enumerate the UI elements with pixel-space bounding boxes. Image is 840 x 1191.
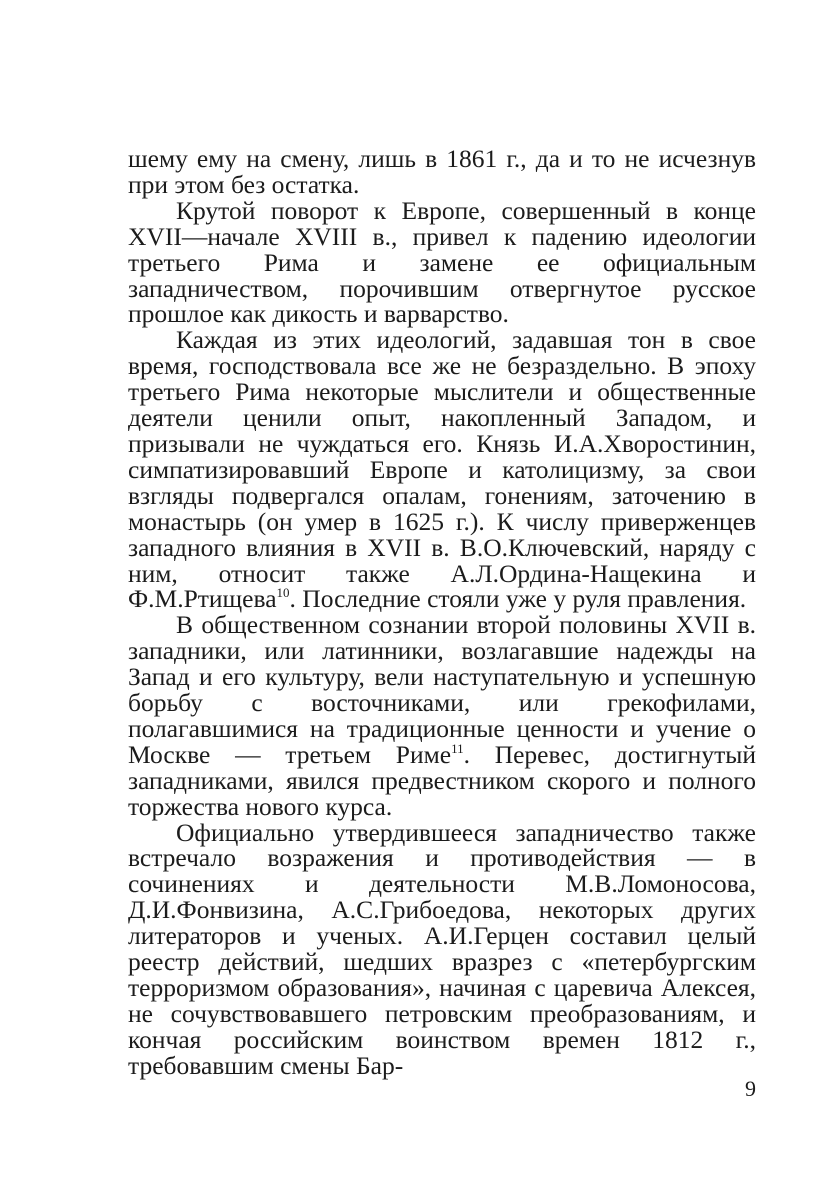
paragraph: [128, 327, 756, 612]
paragraph-text: . Последние стояли уже у руля правления.: [289, 584, 747, 614]
paragraph-text: . Перевес, достигнутый западниками, явился предвестником скорого и полного торжества нового курса.: [128, 739, 757, 821]
footnote-marker: 11: [451, 740, 464, 756]
paragraph-text: Каждая из этих идеологий, задавшая тон в свое время, господствовала все же не безраздельно. В эпоху третьего Рима некоторые мыслители и общественные деятели ценили опыт, накопленный Западом, и призывали не чуждаться его. Князь И.А.Хворостинин, симпатизировавший Европе и католицизму, за свои взгляды подвергался опалам, гонениям, заточению в монастырь (он умер в 1625 г.). К числу приверженцев западного влияния в XVII в. В.О.Ключевский, наряду с ним, относит также А.Л.Ордина-Нащекина и Ф.М.Ртищева: [128, 325, 756, 614]
paragraph: Крутой поворот к Европе, совершенный в конце XVII—начале XVIII в., привел к падению идеологии третьего Рима и замене ее официальным западничеством, порочившим отвергнутое русское прошлое как дикость и варварство.: [128, 195, 756, 329]
footnote-marker: 10: [276, 585, 290, 601]
paragraph: Официально утвердившееся западничество также встречало возражения и противодействия — в сочинениях и деятельности М.В.Ломоносова, Д.И.Фонвизина, А.С.Грибоедова, некоторых других литераторов и ученых. А.И.Герцен составил целый реестр действий, шедших вразрез с «петербургским терроризмом образования», начиная с царевича Алексея, не сочувствовавшего петровским преобразованиям, и кончая российским воинством времен 1812 г., требовавшим смены Бар-: [128, 817, 756, 1080]
paragraph-continuation: шему ему на смену, лишь в 1861 г., да и то не исчезнув при этом без остатка.: [128, 144, 756, 199]
paragraph-text: В общественном сознании второй половины XVII в. западники, или латинники, возлагавшие надежды на Запад и его культуру, вели наступательную и успешную борьбу с восточниками, или грекофилами, полагавшимися на традиционные ценности и учение о Москве — третьем Риме: [128, 610, 756, 769]
body-text: [128, 146, 756, 1079]
paragraph: [128, 612, 756, 819]
page-number: 9: [745, 1076, 756, 1101]
